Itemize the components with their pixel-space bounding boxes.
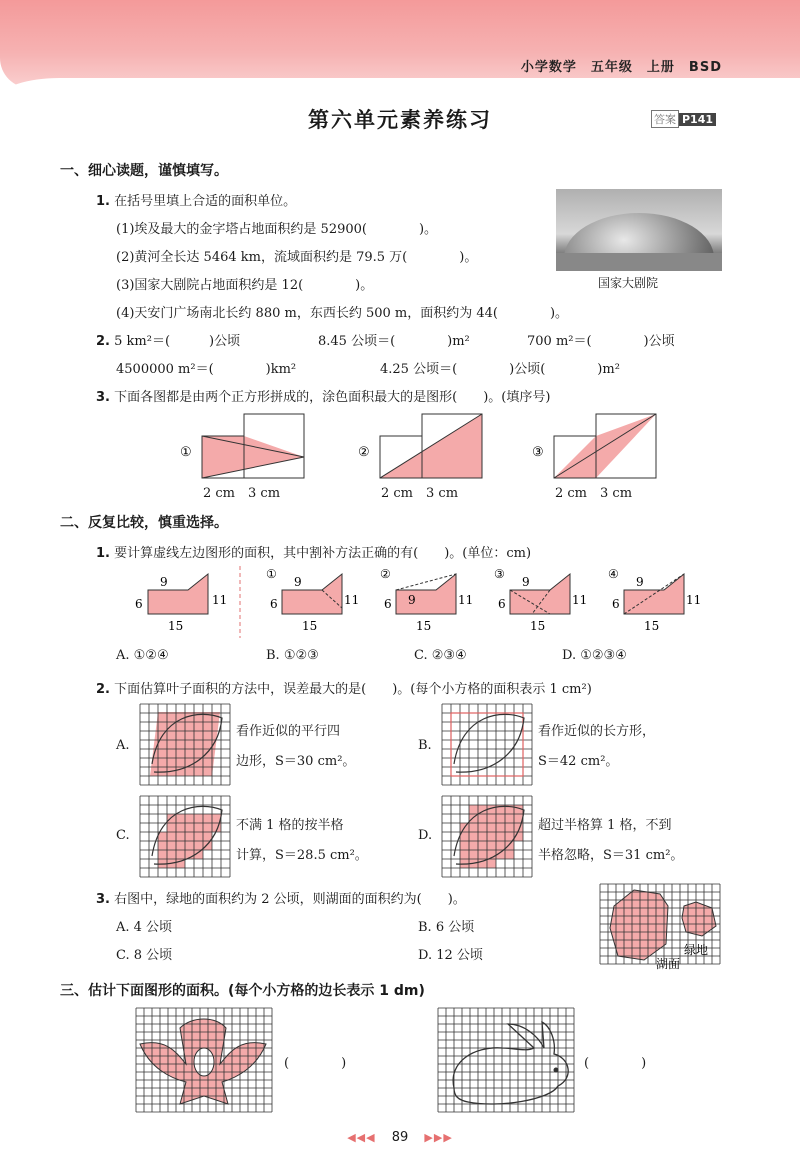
leaf-grid-a	[140, 704, 230, 784]
figure-1	[180, 414, 310, 484]
label-left: 6	[498, 597, 506, 611]
label-left: 6	[612, 597, 620, 611]
page-title: 第六单元素养练习	[308, 108, 492, 132]
q-text: 下面估算叶子面积的方法中，误差最大的是( )。(每个小方格的面积表示 1 cm²)	[114, 682, 592, 697]
figure-3-label: ③	[532, 445, 544, 460]
book-label: 小学数学 五年级 上册 BSD	[520, 60, 722, 75]
conv-3: 700 m²＝( )公顷	[527, 334, 675, 349]
label-right: 11	[686, 593, 702, 607]
s2-q2-d-line1: 超过半格算 1 格，不到	[538, 818, 672, 833]
label-left: 6	[135, 597, 143, 611]
green-label: 绿地	[684, 943, 709, 957]
q-number: 1.	[96, 546, 110, 561]
answer-key-label: 答案	[651, 110, 679, 128]
label-top: 9	[522, 575, 530, 589]
s1-q1-item2: (2)黄河全长达 5464 km，流域面积约是 79.5 万( )。	[116, 250, 478, 265]
label-right: 11	[458, 593, 474, 607]
s2-q3-option-c[interactable]: C. 8 公顷	[116, 948, 173, 963]
s2-q2-b-line1: 看作近似的长方形，	[538, 724, 656, 739]
figure-3-dims: 2 cm 3 cm	[555, 486, 633, 501]
label-left: 6	[270, 597, 278, 611]
q-text: 右图中，绿地的面积约为 2 公顷，则湖面的面积约为( )。	[114, 892, 466, 907]
s2-q1-option-a[interactable]: A. ①②④	[116, 648, 169, 663]
q-text: 下面各图都是由两个正方形拼成的，涂色面积最大的是图形( )。(填序号)	[114, 390, 551, 405]
answer-page: P141	[679, 113, 716, 126]
q-number: 3.	[96, 892, 110, 907]
s2-q3-option-d[interactable]: D. 12 公顷	[418, 948, 483, 963]
q-text: 要计算虚线左边图形的面积，其中割补方法正确的有( )。(单位：cm)	[114, 546, 532, 561]
leaf-grid-d	[442, 796, 532, 876]
label-left: 6	[384, 597, 392, 611]
q-number: 1.	[96, 194, 110, 209]
s1-q1-item3: (3)国家大剧院占地面积约是 12( )。	[116, 278, 374, 293]
s2-q2-c-line1: 不满 1 格的按半格	[236, 818, 344, 833]
figure-1-shaded	[202, 436, 304, 478]
lake-shape	[610, 890, 668, 960]
s1-q1-item4: (4)天安门广场南北长约 880 m，东西长约 500 m，面积约为 44( )。	[116, 306, 569, 321]
label-right: 11	[572, 593, 588, 607]
mark-3: ③	[494, 567, 505, 581]
s2-q2-a-line1: 看作近似的平行四	[236, 724, 341, 739]
cut-option-4	[606, 568, 706, 636]
leaf-outline	[454, 714, 524, 772]
s1-q3	[96, 386, 550, 405]
s2-q2-letter-b[interactable]: B.	[418, 738, 432, 753]
conv-1: 5 km²＝( )公顷	[114, 334, 241, 349]
label-top: 9	[160, 575, 168, 589]
s3-blank-1[interactable]: ( )	[284, 1056, 347, 1071]
label-bottom: 15	[644, 619, 660, 633]
label-bottom: 15	[416, 619, 432, 633]
cut-option-3	[492, 568, 592, 636]
figure-2	[358, 414, 488, 484]
section-1-title: 一、细心读题，谨慎填写。	[60, 163, 228, 179]
conv-4: 4500000 m²＝( )km²	[116, 362, 297, 377]
grand-theatre-photo	[556, 189, 722, 271]
dashed-divider	[238, 566, 242, 638]
s3-blank-2[interactable]: ( )	[584, 1056, 647, 1071]
figure-1-dims: 2 cm 3 cm	[203, 486, 281, 501]
s2-q2-letter-c[interactable]: C.	[116, 828, 130, 843]
s2-q2-b-line2: S＝42 cm²。	[538, 754, 619, 769]
s2-q2-c-line2: 计算，S＝28.5 cm²。	[236, 848, 368, 863]
q-number: 2.	[96, 682, 110, 697]
label-top: 9	[408, 593, 416, 607]
cut-shape-original	[132, 568, 232, 636]
label-right: 11	[344, 593, 360, 607]
rabbit-grid	[438, 1008, 574, 1112]
page-number: 89	[391, 1130, 409, 1145]
s2-q1	[96, 542, 531, 561]
s1-q1	[96, 190, 296, 209]
figure-3	[532, 414, 662, 484]
s2-q3-option-b[interactable]: B. 6 公顷	[418, 920, 475, 935]
mark-2: ②	[380, 567, 391, 581]
header-curve	[0, 78, 800, 98]
s2-q1-option-b[interactable]: B. ①②③	[266, 648, 319, 663]
s2-q1-option-c[interactable]: C. ②③④	[414, 648, 467, 663]
cut-option-2	[378, 568, 478, 636]
label-bottom: 15	[168, 619, 184, 633]
green-shape	[682, 902, 716, 936]
cut-option-1	[264, 568, 364, 636]
figure-1-label: ①	[180, 445, 192, 460]
prev-arrows-icon[interactable]: ◀◀◀	[347, 1131, 376, 1144]
lake-label: 湖面	[656, 957, 681, 971]
label-bottom: 15	[530, 619, 546, 633]
s2-q1-option-d[interactable]: D. ①②③④	[562, 648, 627, 663]
s2-q2-letter-d[interactable]: D.	[418, 828, 433, 843]
conv-5: 4.25 公顷＝( )公顷( )m²	[380, 362, 620, 377]
conv-2: 8.45 公顷＝( )m²	[318, 334, 470, 349]
answer-ref[interactable]	[651, 110, 716, 128]
label-top: 9	[294, 575, 302, 589]
flower-grid	[136, 1008, 272, 1112]
page-footer	[0, 1130, 800, 1145]
s1-q2-row1	[96, 330, 240, 349]
lake-map-grid	[600, 884, 724, 972]
leaf-grid-c	[140, 796, 230, 876]
leaf-grid-b	[442, 704, 532, 784]
s2-q3	[96, 888, 466, 907]
label-right: 11	[212, 593, 228, 607]
label-bottom: 15	[302, 619, 318, 633]
figure-2-label: ②	[358, 445, 370, 460]
mark-4: ④	[608, 567, 619, 581]
s2-q2	[96, 678, 592, 697]
s2-q2-d-line2: 半格忽略，S＝31 cm²。	[538, 848, 684, 863]
next-arrows-icon[interactable]: ▶▶▶	[424, 1131, 453, 1144]
section-3-title: 三、估计下面图形的面积。(每个小方格的边长表示 1 dm)	[60, 983, 425, 999]
label-top: 9	[636, 575, 644, 589]
s2-q2-letter-a[interactable]: A.	[116, 738, 130, 753]
s1-q1-item1: (1)埃及最大的金字塔占地面积约是 52900( )。	[116, 222, 438, 237]
photo-caption: 国家大剧院	[598, 276, 659, 290]
q-text: 在括号里填上合适的面积单位。	[114, 194, 297, 209]
figure-2-dims: 2 cm 3 cm	[381, 486, 459, 501]
s2-q3-option-a[interactable]: A. 4 公顷	[116, 920, 173, 935]
section-2-title: 二、反复比较，慎重选择。	[60, 515, 228, 531]
q-number: 3.	[96, 390, 110, 405]
mark-1: ①	[266, 567, 277, 581]
s2-q2-a-line2: 边形，S＝30 cm²。	[236, 754, 356, 769]
q-number: 2.	[96, 334, 110, 349]
